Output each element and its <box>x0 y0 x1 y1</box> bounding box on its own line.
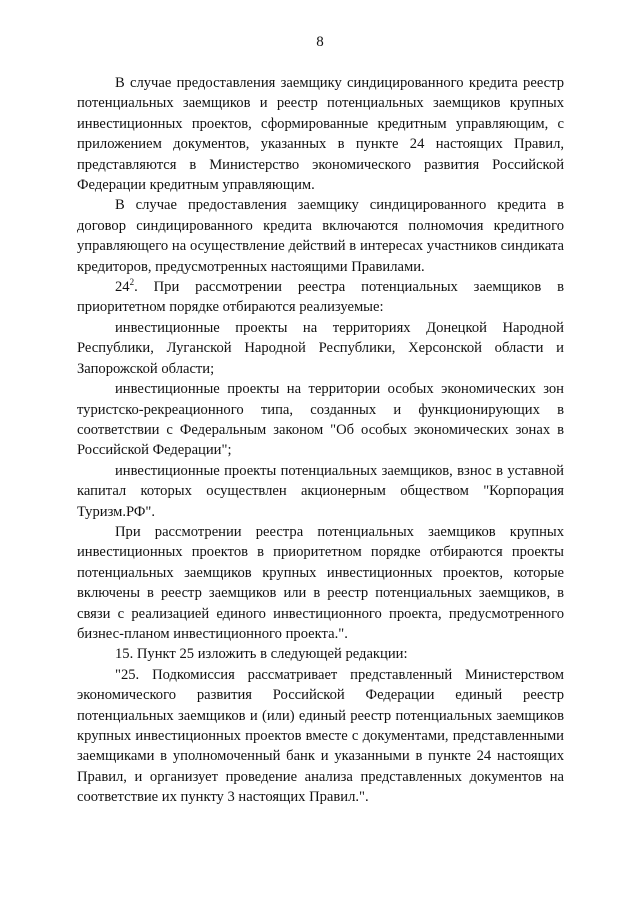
list-item-special-economic-zones: инвестиционные проекты на территории особых экономических зон туристско-рекреационного типа, созданных и функционирующих в соответствии с Федеральным законом "Об особых экономических зонах в Российской Федерации"; <box>77 381 564 459</box>
clause-number: 24 <box>115 279 130 296</box>
paragraph-syndicated-registry: В случае предоставления заемщику синдицированного кредита реестр потенциальных заемщиков и реестр потенциальных заемщиков крупных инвестиционных проектов, сформированные кредитным управляющим, с приложением документов, указанных в пункте 24 настоящих Правил, представляются в Министерство экономического развития Российской Федерации кредитным управляющим. <box>77 75 564 194</box>
paragraph-item-25: "25. Подкомиссия рассматривает представленный Министерством экономического развития Российской Федерации единый реестр потенциальных заемщиков и (или) единый реестр потенциальных заемщиков крупных инвестиционных проектов вместе с документами, представленными заемщиками в уполномоченный банк и указанными в пункте 24 настоящих Правил, и организует проведение анализа представленных документов на соответствие их пункту 3 настоящих Правил.". <box>77 666 564 806</box>
paragraph-item-15: 15. Пункт 25 изложить в следующей редакции: <box>115 646 408 663</box>
page-number: 8 <box>316 34 324 50</box>
paragraph-24-2 <box>77 277 564 318</box>
clause-text: . При рассмотрении реестра потенциальных заемщиков в приоритетном порядке отбираются реализуемые: <box>77 279 564 316</box>
paragraph-syndicated-agreement: В случае предоставления заемщику синдицированного кредита в договор синдицированного кредита включаются полномочия кредитного управляющего на осуществление действий в интересах участников синдиката кредиторов, предусмотренных настоящими Правилами. <box>77 197 564 275</box>
paragraph-large-projects: При рассмотрении реестра потенциальных заемщиков крупных инвестиционных проектов в приоритетном порядке отбираются проекты потенциальных заемщиков крупных инвестиционных проектов, которые включены в реестр заемщиков или в реестр потенциальных заемщиков, в связи с реализацией единого инвестиционного проекта, предусмотренного бизнес-планом инвестиционного проекта.". <box>77 523 564 642</box>
clause-superscript: 2 <box>129 277 135 288</box>
list-item-new-regions: инвестиционные проекты на территориях Донецкой Народной Республики, Луганской Народной Республики, Херсонской области и Запорожской области; <box>77 319 564 377</box>
document-body <box>77 73 564 808</box>
list-item-tourism-corporation: инвестиционные проекты потенциальных заемщиков, взнос в уставной капитал которых осуществлен акционерным обществом "Корпорация Туризм.РФ". <box>77 462 564 520</box>
